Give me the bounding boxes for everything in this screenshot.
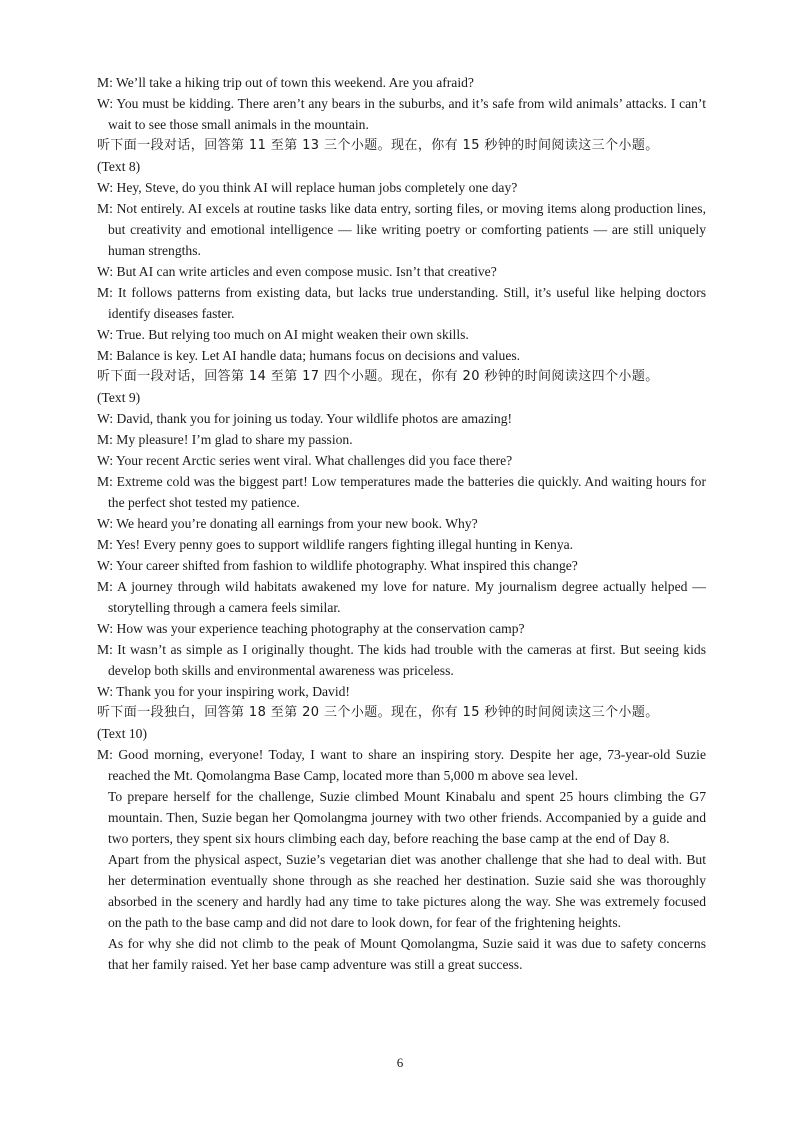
dialogue-line: M: My pleasure! I’m glad to share my passion. <box>97 432 353 447</box>
section-instruction: 听下面一段对话，回答第 14 至第 17 四个小题。现在，你有 20 秒钟的时间阅读这四个小题。 <box>97 369 659 384</box>
text-heading: (Text 10) <box>97 726 148 741</box>
dialogue-line: M: We’ll take a hiking trip out of town this weekend. Are you afraid? <box>97 75 474 90</box>
dialogue-line: W: Thank you for your inspiring work, David! <box>97 684 350 699</box>
dialogue-line: W: You must be kidding. There aren’t any bears in the suburbs, and it’s safe from wild animals’ attacks. I can’t wait to see those small animals in the mountain. <box>97 96 706 132</box>
text-heading: (Text 8) <box>97 159 141 174</box>
text-heading: (Text 9) <box>97 390 141 405</box>
dialogue-line: W: We heard you’re donating all earnings from your new book. Why? <box>97 516 478 531</box>
dialogue-line: M: It wasn’t as simple as I originally thought. The kids had trouble with the cameras at first. But seeing kids develop both skills and environmental awareness was priceless. <box>97 642 706 678</box>
dialogue-line: W: Your recent Arctic series went viral. What challenges did you face there? <box>97 453 513 468</box>
monologue-paragraph: Apart from the physical aspect, Suzie’s vegetarian diet was another challenge that she had to deal with. But her determination eventually shone through as she reached her destination. Suzie said she was thoroughly absorbed in the scenery and hardly had any time to take pictures along the way. She was extremely focused on the path to the base camp and did not dare to look down, for fear of the frightening heights. <box>108 852 706 930</box>
section-instruction: 听下面一段对话，回答第 11 至第 13 三个小题。现在，你有 15 秒钟的时间阅读这三个小题。 <box>97 138 659 153</box>
dialogue-line: W: Your career shifted from fashion to wildlife photography. What inspired this change? <box>97 558 578 573</box>
dialogue-line: W: David, thank you for joining us today. Your wildlife photos are amazing! <box>97 411 513 426</box>
dialogue-line: W: True. But relying too much on AI might weaken their own skills. <box>97 327 469 342</box>
dialogue-line: M: Not entirely. AI excels at routine tasks like data entry, sorting files, or moving items along production lines, but creativity and emotional intelligence — like writing poetry or comforting patients — are still uniquely human strengths. <box>97 201 706 258</box>
dialogue-line: W: How was your experience teaching photography at the conservation camp? <box>97 621 525 636</box>
dialogue-line: M: It follows patterns from existing data, but lacks true understanding. Still, it’s useful like helping doctors identify diseases faster. <box>97 285 706 321</box>
dialogue-line: W: Hey, Steve, do you think AI will replace human jobs completely one day? <box>97 180 518 195</box>
dialogue-line: M: Yes! Every penny goes to support wildlife rangers fighting illegal hunting in Kenya. <box>97 537 574 552</box>
monologue-paragraph: As for why she did not climb to the peak of Mount Qomolangma, Suzie said it was due to safety concerns that her family raised. Yet her base camp adventure was still a great success. <box>108 936 706 972</box>
monologue-paragraph: To prepare herself for the challenge, Suzie climbed Mount Kinabalu and spent 25 hours climbing the G7 mountain. Then, Suzie began her Qomolangma journey with two other friends. Accompanied by a guide and two porters, they spent six hours climbing each day, before reaching the base camp at the end of Day 8. <box>108 789 706 846</box>
dialogue-line: M: Extreme cold was the biggest part! Low temperatures made the batteries die quickly. And waiting hours for the perfect shot tested my patience. <box>97 474 706 510</box>
dialogue-line: M: Good morning, everyone! Today, I want to share an inspiring story. Despite her age, 73-year-old Suzie reached the Mt. Qomolangma Base Camp, located more than 5,000 m above sea level. <box>97 747 706 783</box>
document-body <box>97 72 706 975</box>
section-instruction: 听下面一段独白，回答第 18 至第 20 三个小题。现在，你有 15 秒钟的时间阅读这三个小题。 <box>97 705 659 720</box>
dialogue-line: W: But AI can write articles and even compose music. Isn’t that creative? <box>97 264 497 279</box>
dialogue-line: M: Balance is key. Let AI handle data; humans focus on decisions and values. <box>97 348 521 363</box>
page-number: 6 <box>396 1055 404 1070</box>
dialogue-line: M: A journey through wild habitats awakened my love for nature. My journalism degree actually helped — storytelling through a camera feels similar. <box>97 579 706 615</box>
